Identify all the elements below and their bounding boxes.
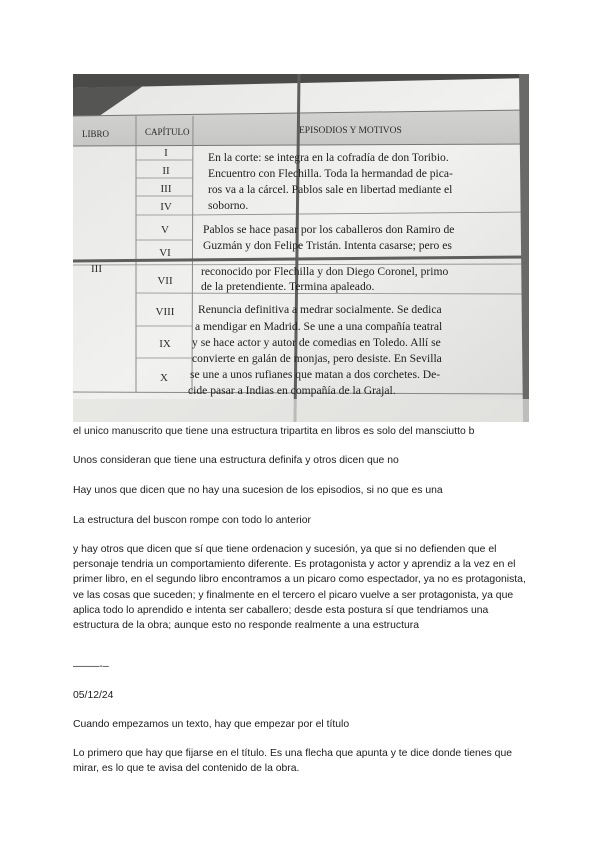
note-paragraph: Cuando empezamos un texto, hay que empezar por el título <box>73 719 350 730</box>
episode-line: cide pasar a Indias en compañía de la Grajal. <box>188 384 396 397</box>
note-paragraph: Hay unos que dicen que no hay una sucesion de los episodios, si no que es una <box>73 485 443 496</box>
episode-line: Renuncia definitiva a medrar socialmente. Se dedica <box>198 303 442 316</box>
episode-line: y se hace actor y autor de comedias en Toledo. Allí se <box>192 336 441 349</box>
chapter-numeral: X <box>160 372 168 384</box>
note-paragraph: Unos consideran que tiene una estructura definifa y otros dicen que no <box>73 455 399 466</box>
note-paragraph: y hay otros que dicen que sí que tiene ordenacion y sucesión, ya que si no defienden que el personaje tendria un comportamiento diferente. Es protagonista y actor y aprendiz a la vez en el primer libro, en el segundo libro encontramos a un picaro como espectador, ya no es protagonista, ve las cosas que suceden; y finalmente en el tercero el picaro vuelve a ser protagonista, ya que aplica todo lo aprendido e intenta ser caballero; desde esta postura sí que tendriamos una estructura de la obra; aunque esto no responde realmente a una estructura <box>73 544 526 632</box>
episode-line: Pablos se hace pasar por los caballeros don Ramiro de <box>203 223 455 236</box>
header-episodios: EPISODIOS Y MOTIVOS <box>299 126 402 136</box>
episode-line: soborno. <box>208 199 249 212</box>
episode-line: ros va a la cárcel. Pablos sale en libertad mediante el <box>208 183 453 196</box>
episode-line: de la pretendiente. Termina apaleado. <box>201 280 375 293</box>
episode-line: Guzmán y don Felipe Tristán. Intenta casarse; pero es <box>203 239 452 252</box>
episode-line: convierte en galán de monjas, pero desiste. En Sevilla <box>192 352 442 365</box>
chapter-numeral: II <box>162 165 170 177</box>
chapter-numeral: IX <box>159 338 171 350</box>
episode-line: se une a unos rufianes que matan a dos corchetes. De- <box>190 368 441 381</box>
chapter-numeral: I <box>164 147 168 159</box>
chapter-numeral: V <box>161 224 169 236</box>
chapter-numeral: III <box>160 183 172 195</box>
episode-line: Encuentro con Flechilla. Toda la hermandad de pica- <box>208 167 453 180</box>
libro-value: III <box>91 263 102 275</box>
episode-line: reconocido por Flechilla y don Diego Coronel, primo <box>201 265 449 278</box>
note-date: 05/12/24 <box>73 690 114 701</box>
episode-line: a mendigar en Madrid. Se une a una compañía teatral <box>195 320 443 333</box>
note-paragraph: Lo primero que hay que fijarse en el título. Es una flecha que apunta y te dice donde tienes que mirar, es lo que te avisa del contenido de la obra. <box>73 748 513 775</box>
header-capitulo: CAPÍTULO <box>145 127 190 137</box>
chapter-numeral: VII <box>157 275 173 287</box>
note-paragraph: el unico manuscrito que tiene una estructura tripartita en libros es solo del mansciutto b <box>73 426 475 437</box>
episode-line: En la corte: se integra en la cofradía de don Toribio. <box>208 151 449 164</box>
projected-table-photo <box>73 74 529 422</box>
separator-line: ——–-– <box>73 661 109 672</box>
chapter-numeral: VIII <box>155 306 175 318</box>
chapter-numeral: VI <box>159 247 171 259</box>
chapter-numeral: IV <box>160 201 172 213</box>
note-paragraph: La estructura del buscon rompe con todo lo anterior <box>73 515 311 526</box>
header-libro: LIBRO <box>82 129 109 139</box>
